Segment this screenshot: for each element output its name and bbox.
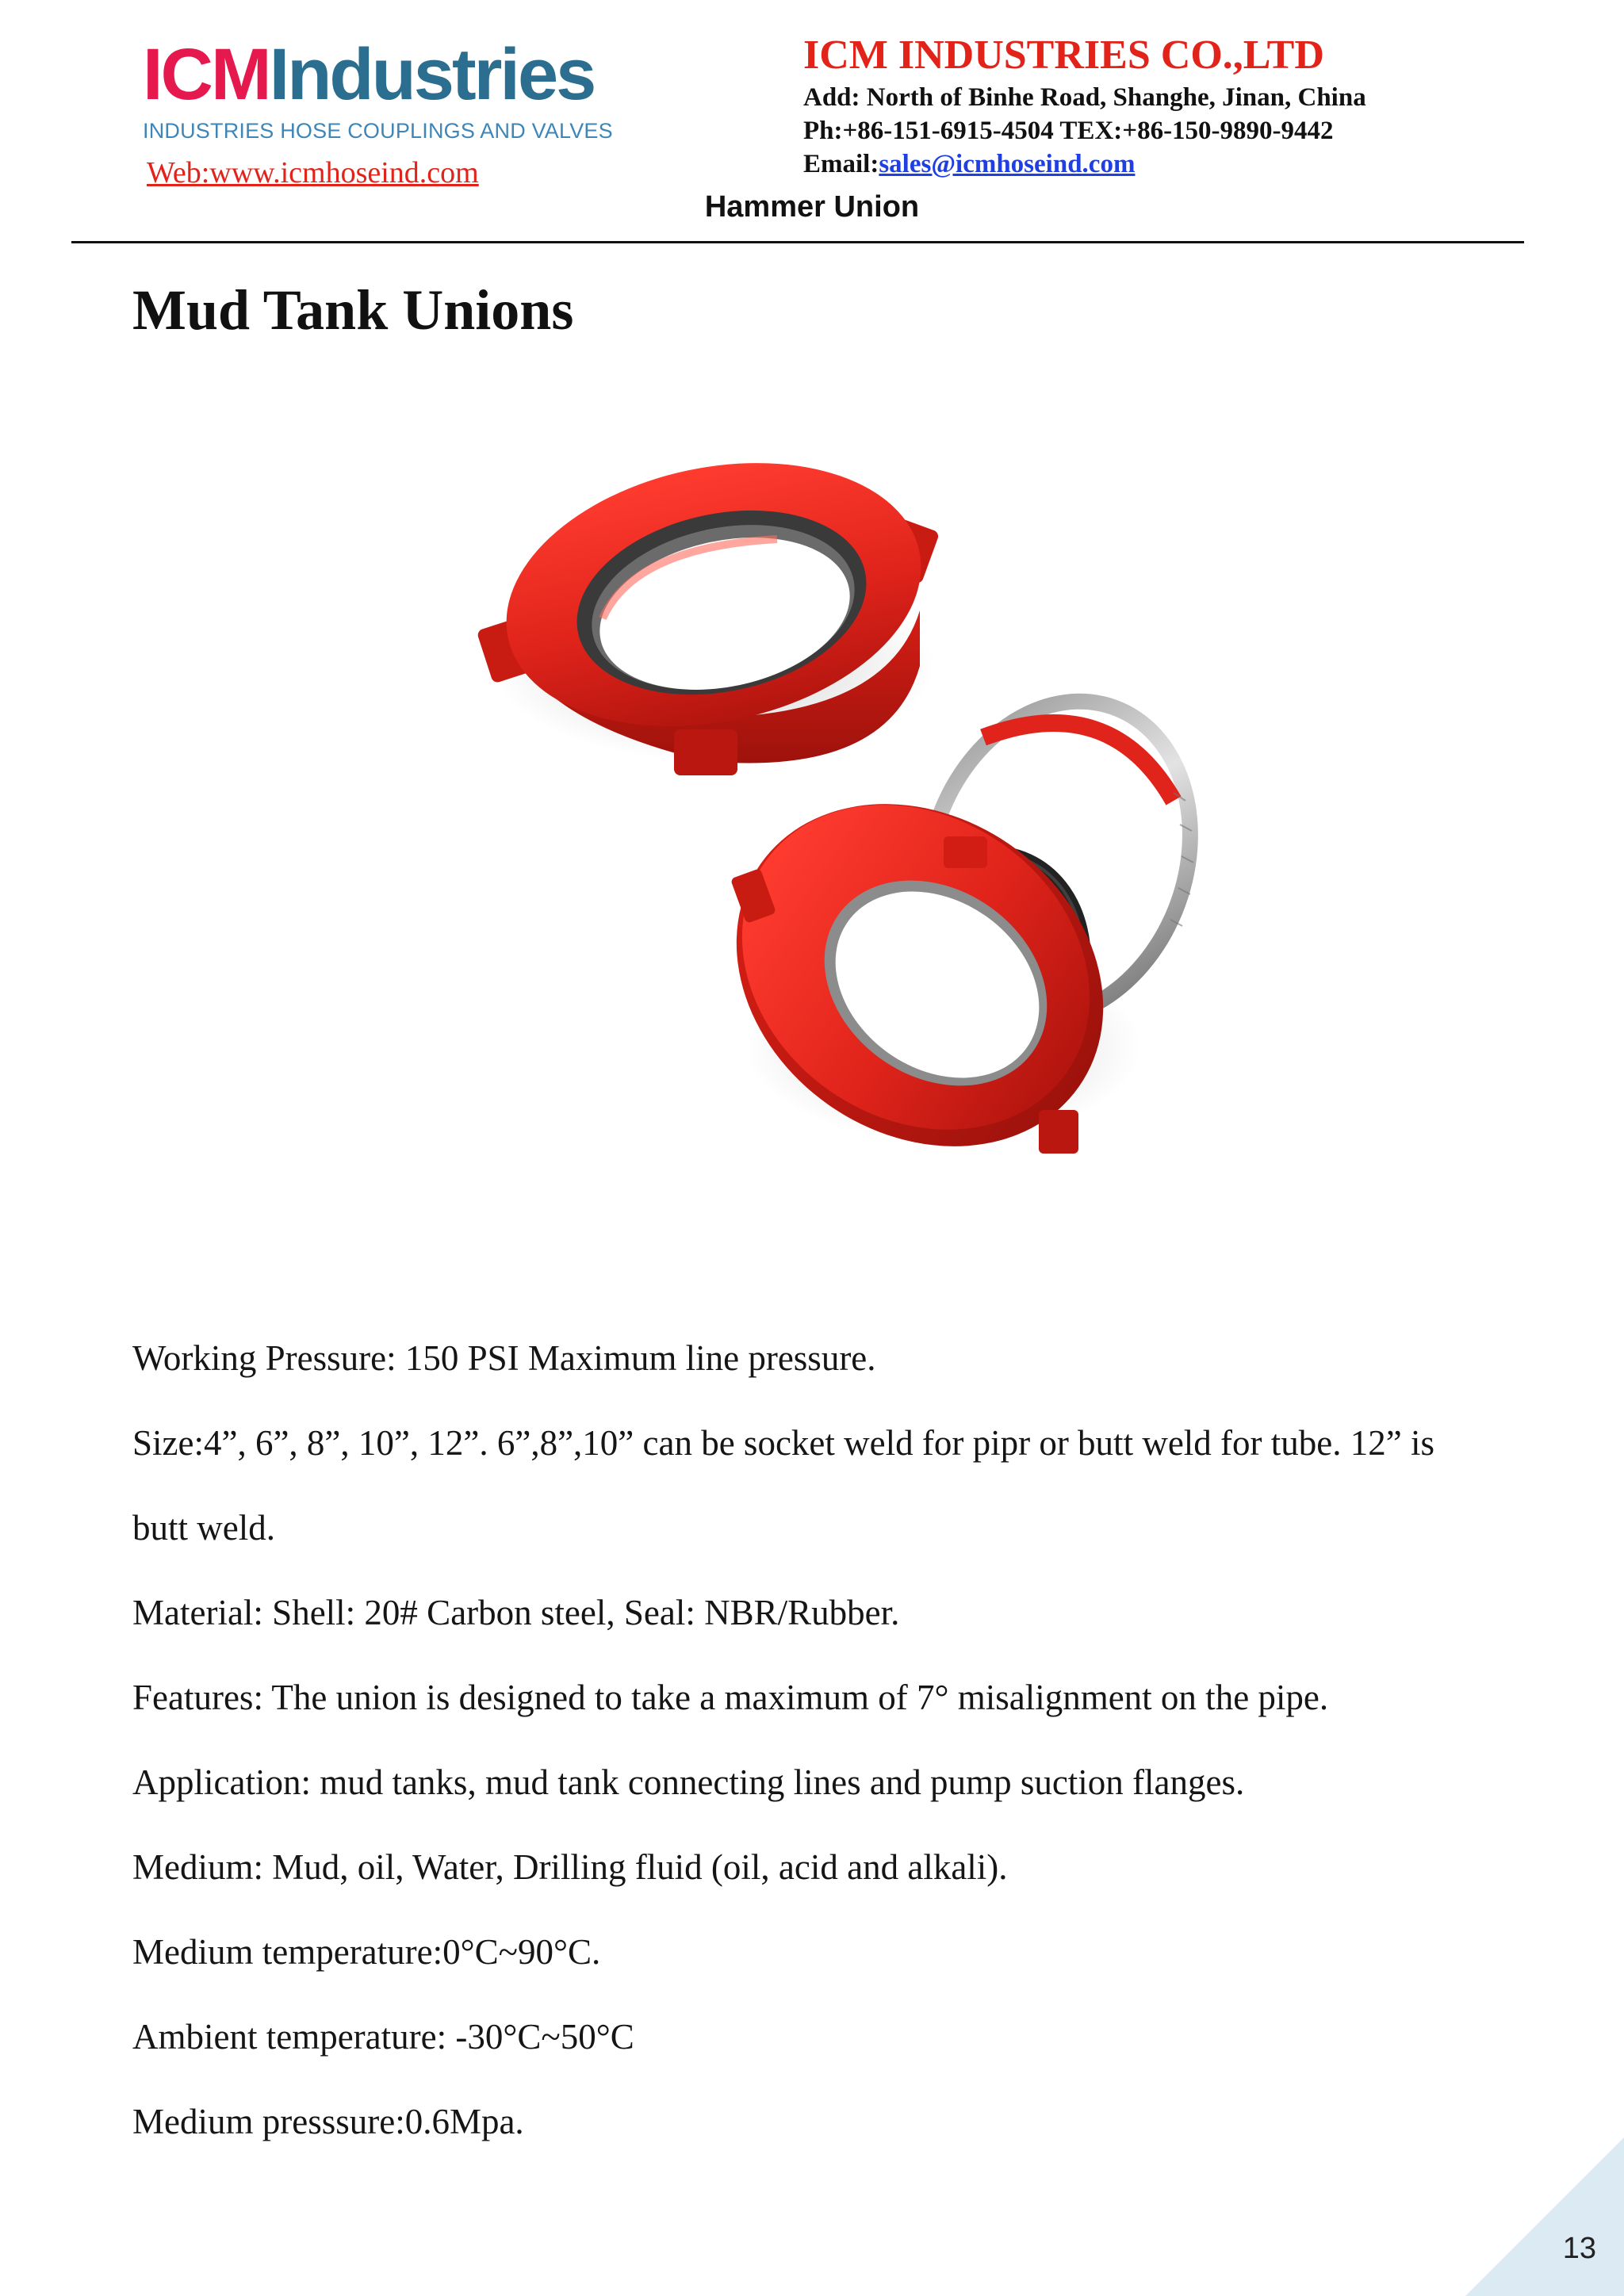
section-label: Hammer Union bbox=[704, 190, 920, 224]
spec-features: Features: The union is designed to take a maximum of 7° misalignment on the pipe. bbox=[132, 1678, 1329, 1717]
company-email-line bbox=[803, 147, 1565, 181]
company-info bbox=[803, 30, 1565, 181]
email-label: Email: bbox=[803, 150, 879, 178]
spec-working-pressure: Working Pressure: 150 PSI Maximum line pressure. bbox=[132, 1338, 876, 1378]
spec-size: Size:4”, 6”, 8”, 10”, 12”. 6”,8”,10” can be socket weld for pipr or butt weld for tube. 12” is bbox=[132, 1423, 1434, 1463]
product-specs bbox=[132, 1316, 1528, 2164]
email-link[interactable]: sales@icmhoseind.com bbox=[879, 150, 1136, 178]
header-divider bbox=[71, 241, 1524, 243]
spec-ambient-temperature: Ambient temperature: -30°C~50°C bbox=[132, 2017, 634, 2057]
hammer-nut bbox=[477, 428, 946, 775]
page-corner-decoration bbox=[1465, 2137, 1624, 2296]
company-phone: Ph:+86-151-6915-4504 TEX:+86-150-9890-9442 bbox=[803, 117, 1334, 145]
company-logo bbox=[143, 35, 619, 144]
company-name: ICM INDUSTRIES CO.,LTD bbox=[803, 33, 1324, 78]
logo-tagline: INDUSTRIES HOSE COUPLINGS AND VALVES bbox=[143, 119, 613, 143]
spec-application: Application: mud tanks, mud tank connecting lines and pump suction flanges. bbox=[132, 1762, 1245, 1802]
logo-wordmark bbox=[143, 35, 619, 114]
logo-mark-icm: ICM bbox=[143, 34, 270, 115]
website-link[interactable]: Web:www.icmhoseind.com bbox=[147, 156, 479, 189]
spec-medium-pressure: Medium presssure:0.6Mpa. bbox=[132, 2102, 524, 2141]
spec-medium-temperature: Medium temperature:0°C~90°C. bbox=[132, 1932, 601, 1972]
mud-tank-union-image bbox=[476, 428, 1269, 1237]
logo-mark-industries: Industries bbox=[269, 34, 595, 115]
spec-medium: Medium: Mud, oil, Water, Drilling fluid (oil, acid and alkali). bbox=[132, 1847, 1008, 1887]
spec-size-continued: butt weld. bbox=[132, 1508, 275, 1548]
page-number: 13 bbox=[1562, 2232, 1596, 2265]
company-address: Add: North of Binhe Road, Shanghe, Jinan, China bbox=[803, 83, 1366, 112]
page-title: Mud Tank Unions bbox=[132, 278, 574, 342]
spec-material: Material: Shell: 20# Carbon steel, Seal: NBR/Rubber. bbox=[132, 1593, 900, 1632]
